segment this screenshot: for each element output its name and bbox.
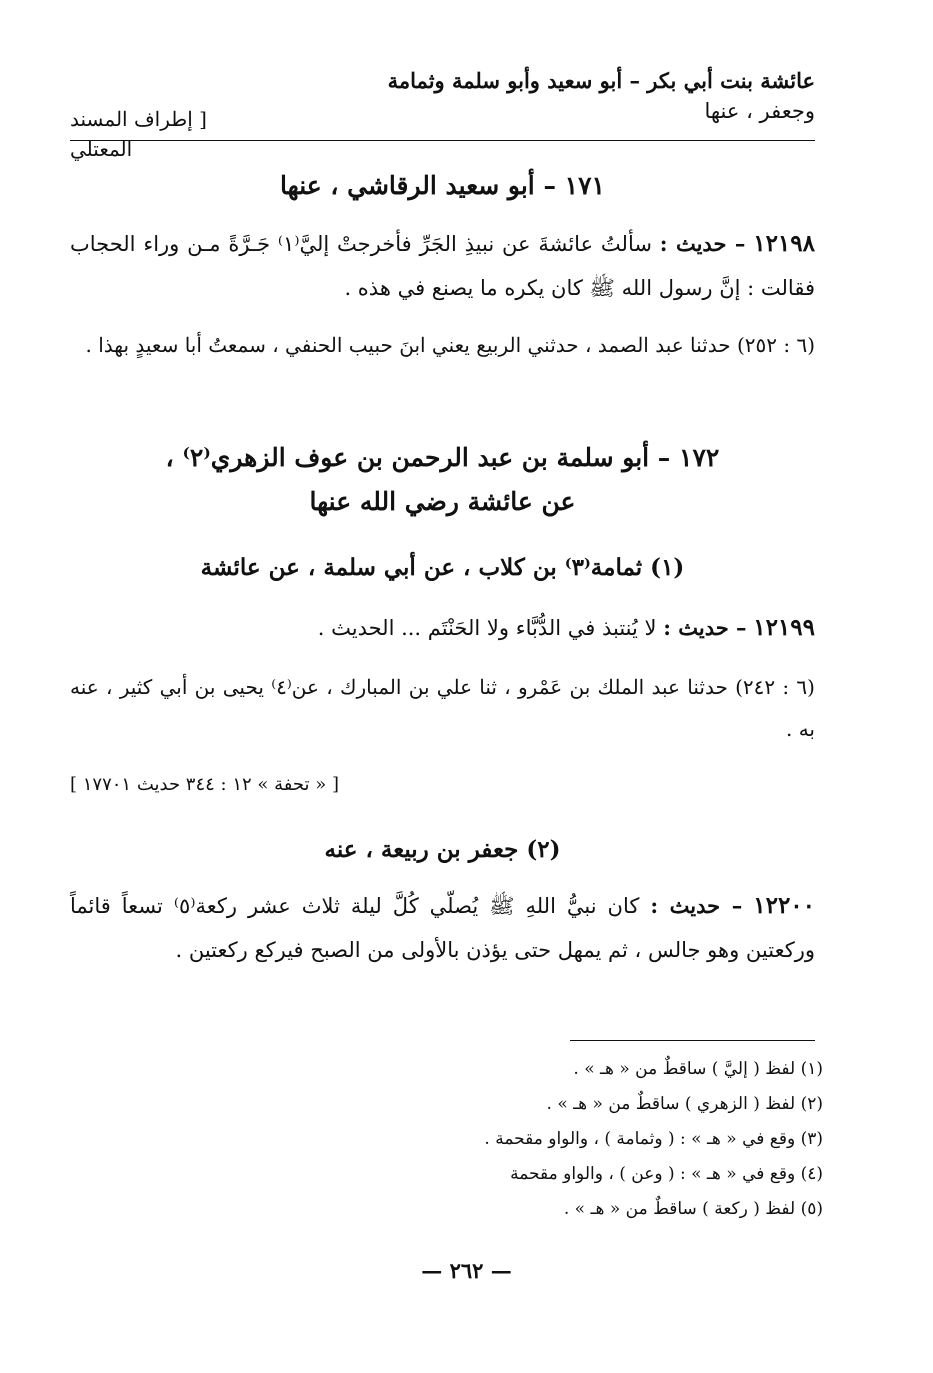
- hadith-12198-text: [70, 222, 815, 310]
- hadith-label: – حديث :: [659, 231, 746, 256]
- subheading-thumama: (١) ثمامة⁽٣⁾ بن كلاب ، عن أبي سلمة ، عن عائشة: [200, 554, 685, 581]
- footnote-3: (٣) وقع في « هـ » : ( وثمامة ) ، والواو مقحمة .: [484, 1129, 823, 1149]
- section-title-172-line2: عن عائشة رضي الله عنها: [309, 487, 576, 516]
- hadith-number: ١٢٢٠٠: [753, 892, 816, 919]
- page-number: — ٢٦٢ —: [421, 1258, 512, 1283]
- tuhfa-reference: [ « تحفة » ١٢ : ٣٤٤ حديث ١٧٧٠١ ]: [70, 774, 339, 795]
- hadith-12199-text: [70, 606, 815, 650]
- header-line-2: وجعفر ، عنها: [704, 99, 815, 123]
- footnotes: [303, 1052, 823, 1227]
- hadith-number: ١٢١٩٩: [753, 614, 815, 641]
- footnote-2: (٢) لفظ ( الزهري ) ساقطٌ من « هـ » .: [546, 1094, 823, 1114]
- hadith-12199-source: (٦ : ٢٤٢) حدثنا عبد الملك بن عَمْرو ، ثنا علي بن المبارك ، عن⁽٤⁾ يحيى بن أبي كثير ، عنه به .: [70, 675, 815, 741]
- header-line-1: عائشة بنت أبي بكر – أبو سعيد وأبو سلمة وثمامة: [387, 68, 815, 93]
- hadith-label: – حديث :: [650, 893, 743, 918]
- hadith-number: ١٢١٩٨: [753, 230, 815, 257]
- hadith-body: سألتُ عائشةَ عن نبيذِ الجَرِّ فأخرجتْ إليَّ⁽١⁾ جَـرَّةً مـن وراء الحجاب فقالت : إنَّ رسول الله ﷺ كان يكره ما يصنع في هذه .: [70, 232, 815, 300]
- hadith-body: لا يُنتبذ في الدُّبَّاء ولا الحَنْتَم ... الحديث .: [317, 616, 657, 640]
- footnote-5: (٥) لفظ ( ركعة ) ساقطٌ من « هـ » .: [563, 1199, 823, 1219]
- subheading-jafar: (٢) جعفر بن ربيعة ، عنه: [324, 836, 561, 863]
- header-divider: [70, 140, 815, 141]
- hadith-body: كان نبيُّ اللهِ ﷺ يُصلّي كُلَّ ليلة ثلاث عشر ركعة⁽٥⁾ تسعاً قائماً وركعتين وهو جالس ، ثم يمهل حتى يؤذن بالأولى من الصبح فيركع ركعتين .: [70, 894, 815, 962]
- footnote-divider: [570, 1040, 815, 1041]
- hadith-12200-text: [70, 884, 815, 972]
- footnote-1: (١) لفظ ( إليَّ ) ساقطٌ من « هـ » .: [573, 1059, 823, 1079]
- running-header-book-title: [ إطراف المسند المعتلي: [70, 107, 207, 161]
- section-title-171: ١٧١ – أبو سعيد الرقاشي ، عنها: [280, 171, 605, 200]
- footnote-4: (٤) وقع في « هـ » : ( وعن ) ، والواو مقحمة: [510, 1164, 823, 1184]
- hadith-label: – حديث :: [663, 615, 747, 640]
- section-title-172-line1: ١٧٢ – أبو سلمة بن عبد الرحمن بن عوف الزهري⁽٢⁾ ،: [165, 443, 720, 472]
- running-header-chapter: [255, 66, 815, 126]
- hadith-12198-source: (٦ : ٢٥٢) حدثنا عبد الصمد ، حدثني الربيع يعني ابنَ حبيب الحنفي ، سمعتُ أبا سعيدٍ بهذا .: [85, 333, 815, 357]
